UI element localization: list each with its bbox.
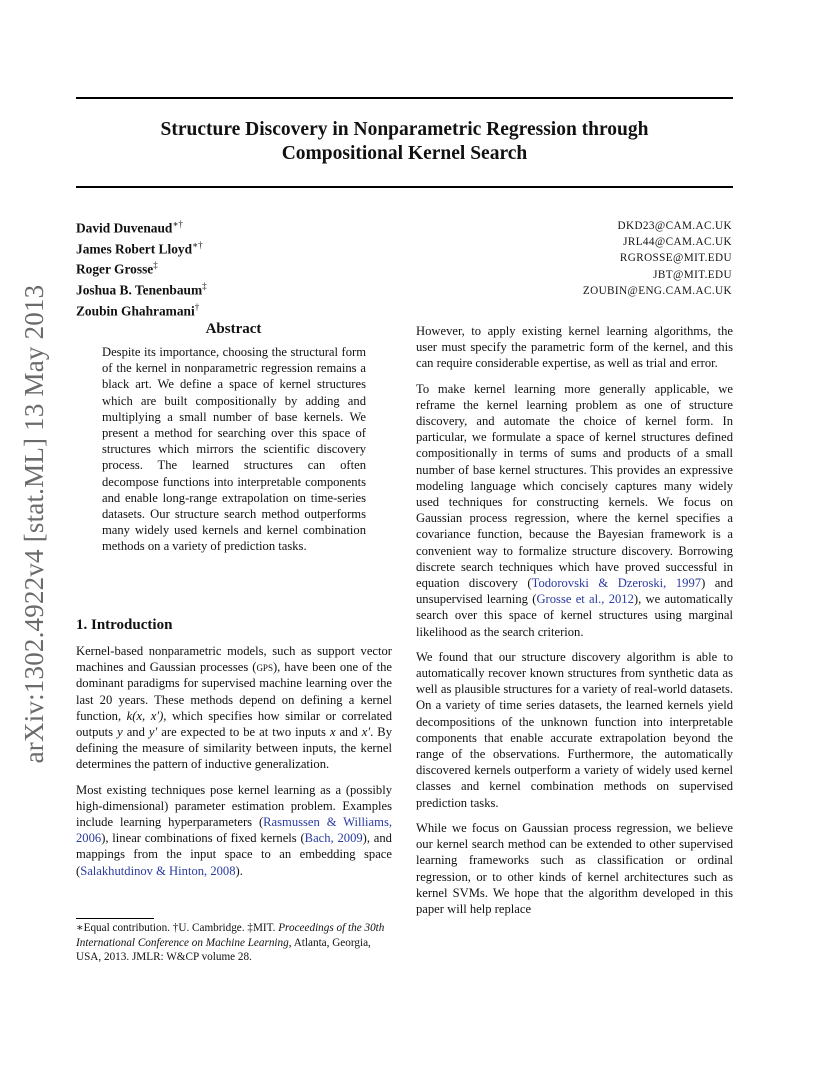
author-name: Joshua B. Tenenbaum‡ — [76, 281, 207, 298]
abstract-body — [102, 344, 366, 555]
paper-title — [76, 118, 733, 166]
intro-paragraph-1: Kernel-based nonparametric models, such as support vector machines and Gaussian processes (gps), have been one of the dominant paradigms for supervised machine learning over the last 20 years. These methods depend on defining a kernel function, k(x, x′), which specifies how similar or correlated outputs y and y′ are expected to be at two inputs x and x′. By defining the measure of similarity between inputs, the kernel determines the pattern of inductive generalization. — [76, 644, 392, 772]
citation-link[interactable]: Salakhutdinov & Hinton, 2008 — [80, 863, 236, 878]
citation-link[interactable]: Rasmussen & Williams, 2006 — [76, 815, 392, 846]
right-paragraph-4: While we focus on Gaussian process regression, we believe our kernel search method can be extended to other supervised learning frameworks such as classification or ordinal regression, or to other kinds of kernel architectures such as kernel SVMs. We hope that the algorithm developed in this paper will help replace — [416, 820, 733, 916]
arxiv-watermark: arXiv:1302.4922v4 [stat.ML] 13 May 2013 — [19, 284, 49, 764]
author-name: James Robert Lloyd∗† — [76, 239, 203, 257]
right-paragraph-3: We found that our structure discovery algorithm is able to automatically recover known structures from synthetic data as well as plausible structures for a variety of real-world datasets. On a variety of time series datasets, the learned kernels yield decompositions of the unknown function into interpretable components that enable accurate extrapolation beyond the range of the observations. Furthermore, the automatically discovered kernels outperform a variety of widely used kernel classes and kernel combination methods on supervised prediction tasks. — [416, 649, 733, 810]
author-list — [76, 216, 207, 319]
section-heading-introduction: 1. Introduction — [76, 617, 173, 633]
author-name: Roger Grosse‡ — [76, 260, 158, 277]
citation-link[interactable]: Todorovski & Dzeroski, 1997 — [531, 576, 702, 591]
abstract-heading: Abstract — [205, 321, 262, 337]
author-email: ZOUBIN@ENG.CAM.AC.UK — [582, 284, 732, 297]
right-paragraph-2: To make kernel learning more generally applicable, we reframe the kernel learning problem as one of structure discovery, and automate the choice of kernel form. In particular, we formulate a space of kernel structures defined compositionally in terms of sums and products of a small number of base kernel structures. This provides an expressive modeling language which concisely captures many widely used techniques for constructing kernels. We focus on Gaussian process regression, where the kernel specifies a covariance function, because the Bayesian framework is a convenient way to formalize structure discovery. Borrowing discrete search techniques which have proved successful in equation discovery (Todorovski & Dzeroski, 1997) and unsupervised learning (Grosse et al., 2012), we automatically search over this space of kernel structures using marginal likelihood as the search criterion. — [416, 381, 733, 639]
author-name: Zoubin Ghahramani† — [76, 301, 200, 319]
citation-link[interactable]: Bach, 2009 — [304, 831, 363, 846]
author-email: DKD23@CAM.AC.UK — [617, 220, 732, 232]
author-name: David Duvenaud∗† — [76, 219, 183, 236]
author-email: JBT@MIT.EDU — [653, 268, 732, 281]
footnote-rule — [76, 918, 154, 919]
citation-link[interactable]: Grosse et al., 2012 — [536, 592, 634, 607]
right-column — [416, 323, 733, 926]
email-list — [583, 218, 732, 299]
author-email: JRL44@CAM.AC.UK — [623, 236, 732, 249]
footnote: ∗Equal contribution. †U. Cambridge. ‡MIT. Proceedings of the 30th International Conference on Machine Learning, Atlanta, Georgia, USA, 2013. JMLR: W&CP volume 28. — [76, 922, 385, 963]
left-column — [76, 643, 392, 888]
title-bottom-rule — [76, 186, 733, 188]
intro-paragraph-2: Most existing techniques pose kernel learning as a (possibly high-dimensional) parameter estimation problem. Examples include learning hyperparameters (Rasmussen & Williams, 2006), linear combinations of fixed kernels (Bach, 2009), and mappings from the input space to an embedding space (Salakhutdinov & Hinton, 2008). — [76, 782, 392, 878]
author-email: RGROSSE@MIT.EDU — [619, 252, 732, 265]
title-line-1: Structure Discovery in Nonparametric Regression through — [160, 119, 649, 140]
title-line-2: Compositional Kernel Search — [281, 143, 528, 164]
right-paragraph-1: However, to apply existing kernel learning algorithms, the user must specify the parametric form of the kernel, and this can require considerable expertise, as well as trial and error. — [416, 324, 733, 371]
abstract-text: Despite its importance, choosing the structural form of the kernel in nonparametric regression remains a black art. We define a space of kernel structures which are built compositionally by adding and multiplying a small number of base kernels. We present a method for searching over this space of structures which mirrors the scientific discovery process. The learned structures can often decompose functions into interpretable components and enable long-range extrapolation on time-series datasets. Our structure search method outperforms many widely used kernels and kernel combination methods on a variety of prediction tasks. — [102, 345, 366, 554]
top-rule — [76, 97, 733, 99]
